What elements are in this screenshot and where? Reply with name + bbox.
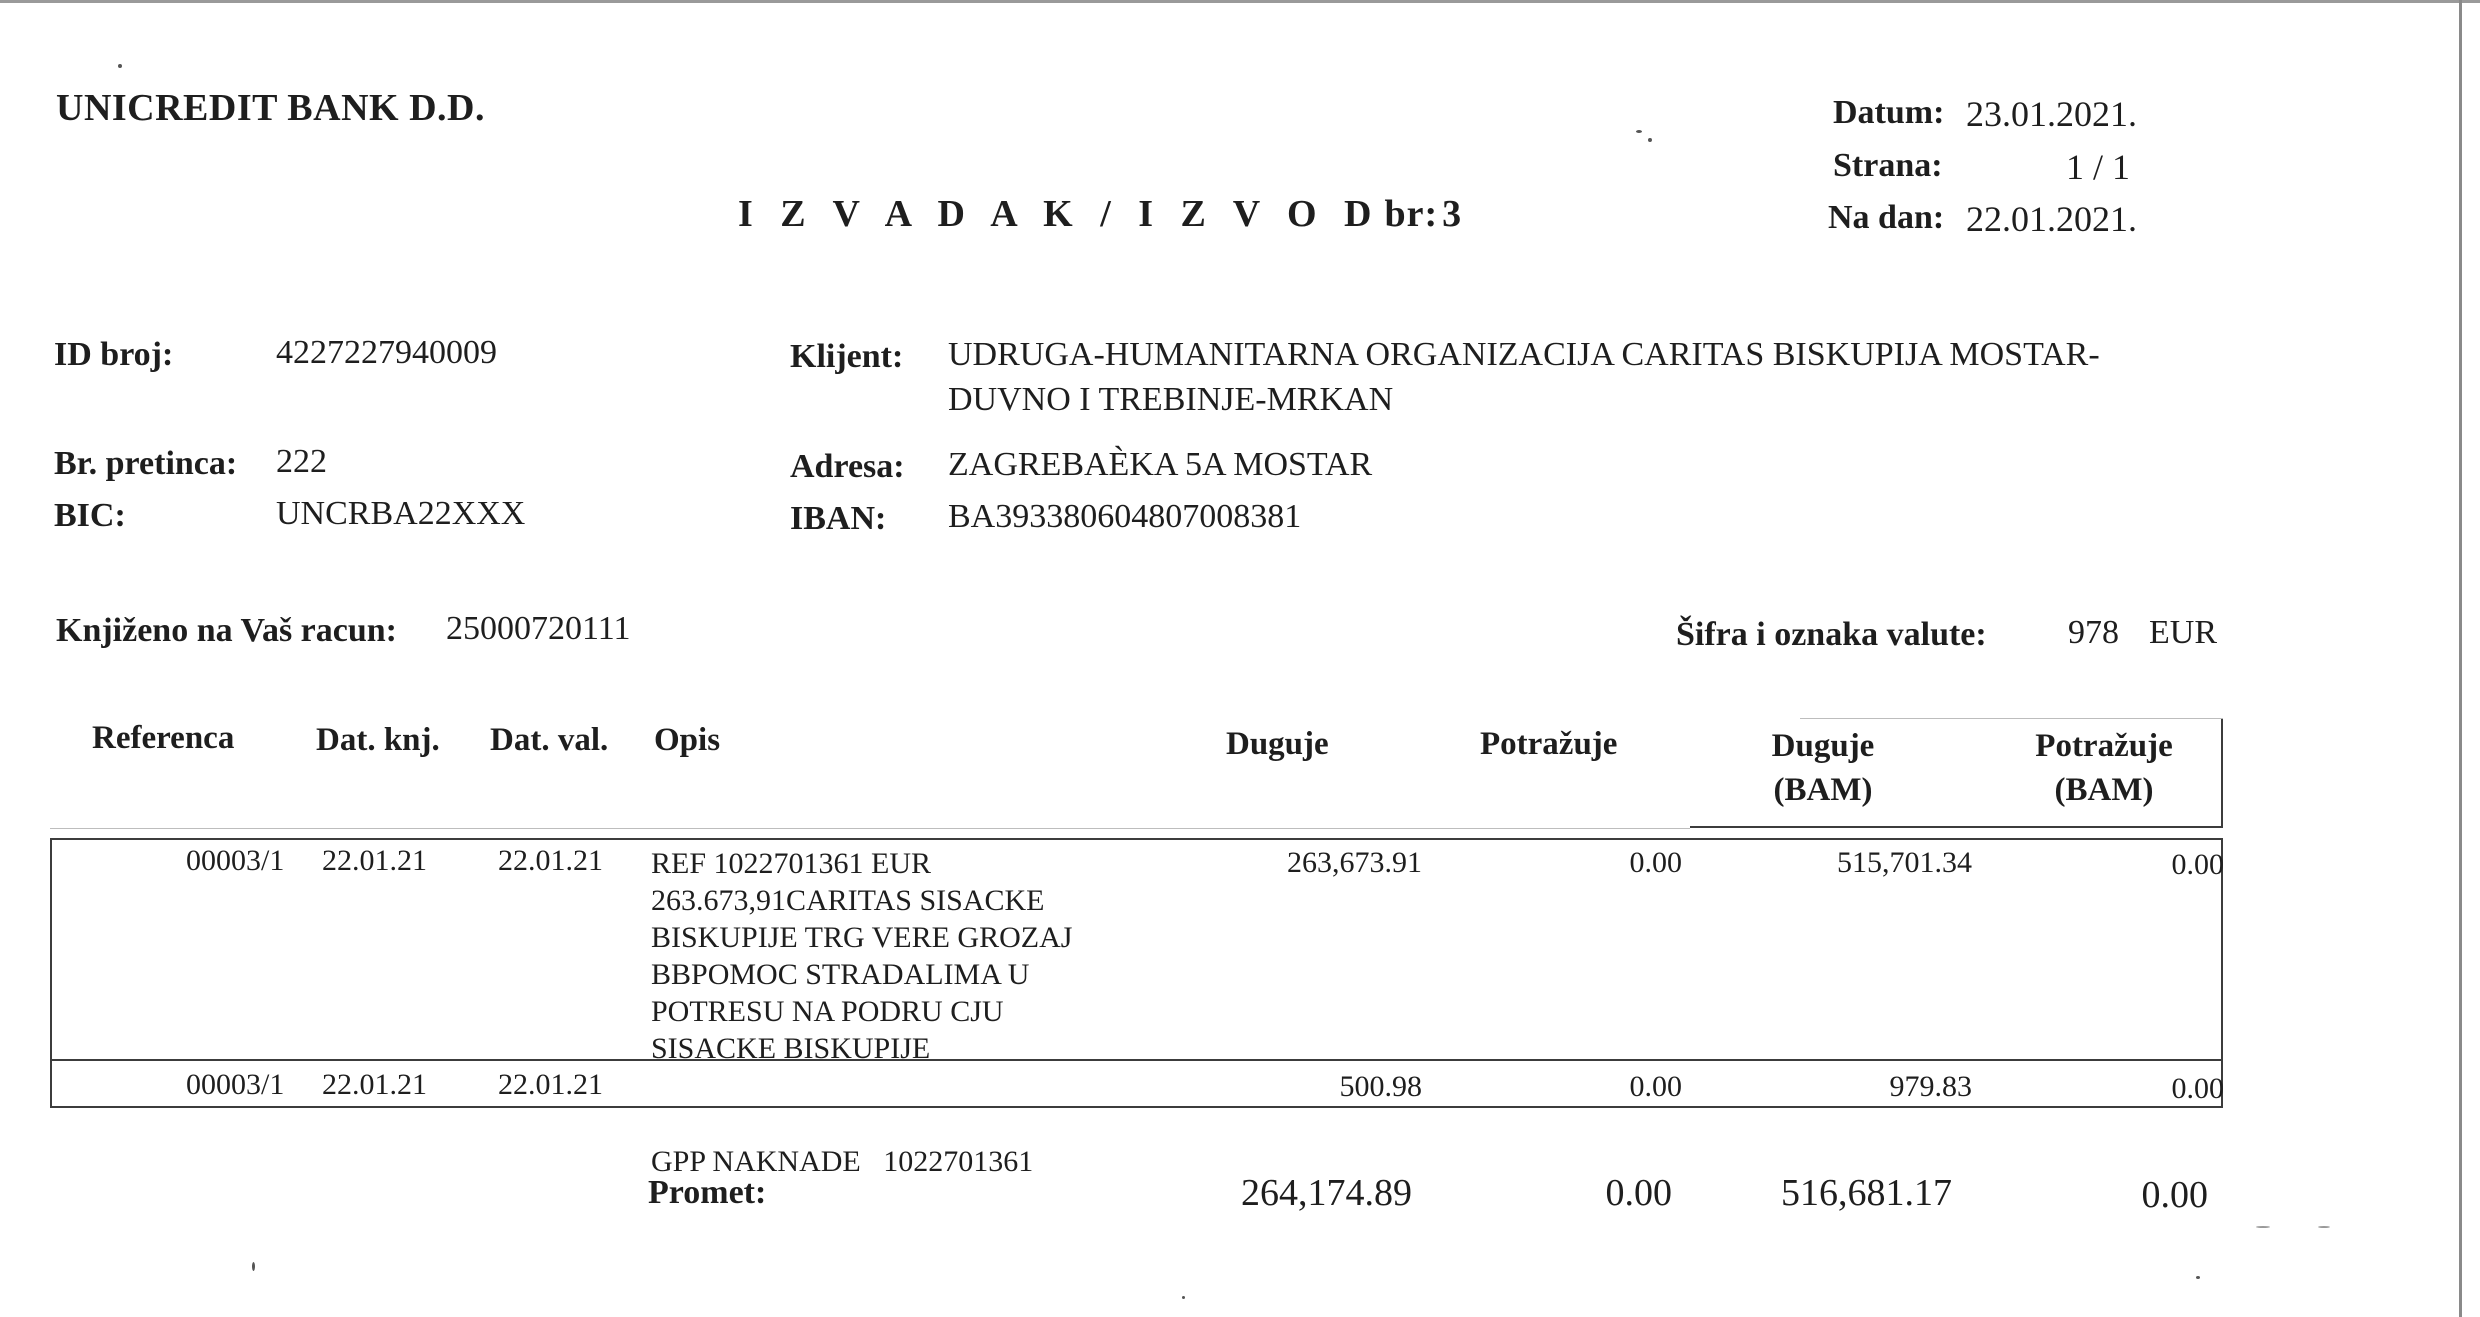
totals-label: Promet: <box>648 1174 767 1211</box>
row-2-potrazuje: 0.00 <box>1629 1070 1682 1103</box>
row-1-referenca: 00003/1 <box>186 844 285 877</box>
iban-label: IBAN: <box>790 500 887 537</box>
bic-label: BIC: <box>54 497 126 534</box>
header-duguje-bam-line2: (BAM) <box>1773 772 1873 808</box>
currency-name: EUR <box>2149 614 2217 651</box>
row-1-opis-line: BISKUPIJE TRG VERE GROZAJ <box>651 921 1073 954</box>
pretinac-label: Br. pretinca: <box>54 445 238 482</box>
strana-label: Strana: <box>1833 147 1943 184</box>
header-potrazuje-bam-line1: Potražuje <box>2035 728 2173 764</box>
row-2-potrazuje-bam: 0.00 <box>2171 1072 2224 1105</box>
row-1-potrazuje: 0.00 <box>1629 846 1682 879</box>
row-2-duguje: 500.98 <box>1339 1070 1422 1103</box>
row-1-opis-line: SISACKE BISKUPIJE <box>651 1032 931 1065</box>
header-potrazuje-bam-line2: (BAM) <box>2054 772 2154 808</box>
row-1-opis <box>651 845 1111 1067</box>
account-label: Knjiženo na Vaš racun: <box>56 612 397 649</box>
pretinac-value: 222 <box>276 443 327 480</box>
row-1-duguje: 263,673.91 <box>1287 846 1422 879</box>
scan-speck <box>2318 1226 2330 1228</box>
adresa-value: ZAGREBAÈKA 5A MOSTAR <box>948 446 1373 483</box>
row-2-opis <box>651 1069 1111 1254</box>
na-dan-value: 22.01.2021. <box>1966 199 2137 239</box>
row-1-dat-knj: 22.01.21 <box>322 844 427 877</box>
header-dat-val: Dat. val. <box>490 722 609 758</box>
table-bottom-line <box>50 1106 2223 1108</box>
header-box-top <box>1800 718 2223 719</box>
header-duguje-bam-line1: Duguje <box>1771 728 1875 764</box>
scan-speck <box>2256 1226 2270 1228</box>
klijent-label: Klijent: <box>790 338 904 375</box>
datum-label: Datum: <box>1833 94 1945 131</box>
table-top-line <box>50 838 2223 840</box>
row-1-dat-val: 22.01.21 <box>498 844 603 877</box>
bank-name: UNICREDIT BANK D.D. <box>56 87 485 129</box>
row-1-potrazuje-bam: 0.00 <box>2171 848 2224 881</box>
header-box-bottom <box>1690 826 2223 828</box>
row-2-duguje-bam: 979.83 <box>1889 1070 1972 1103</box>
strana-value: 1 / 1 <box>2066 147 2131 187</box>
document-number-label: br: <box>1384 193 1439 235</box>
totals-duguje-bam: 516,681.17 <box>1781 1172 1952 1214</box>
totals-potrazuje-bam: 0.00 <box>2141 1174 2208 1216</box>
row-1-opis-line: BBPOMOC STRADALIMA U <box>651 958 1030 991</box>
currency-code: 978 <box>2068 614 2119 651</box>
header-dat-knj: Dat. knj. <box>316 722 440 758</box>
row-1-opis-line: POTRESU NA PODRU CJU <box>651 995 1004 1028</box>
row-2-opis-line: GPP NAKNADE 1022701361 <box>651 1145 1034 1178</box>
row-1-opis-line: REF 1022701361 EUR <box>651 847 932 880</box>
scan-speck <box>1636 130 1642 133</box>
account-value: 25000720111 <box>446 610 631 647</box>
header-referenca: Referenca <box>92 720 235 756</box>
scan-top-edge <box>0 0 2480 3</box>
scan-speck <box>1648 138 1652 142</box>
header-potrazuje: Potražuje <box>1480 726 1618 762</box>
row-2-dat-val: 22.01.21 <box>498 1068 603 1101</box>
header-potrazuje-bam <box>2004 724 2204 812</box>
row-2-referenca: 00003/1 <box>186 1068 285 1101</box>
row-separator <box>50 1059 2223 1061</box>
totals-potrazuje: 0.00 <box>1605 1172 1672 1214</box>
header-rule-left <box>50 828 1690 829</box>
datum-value: 23.01.2021. <box>1966 94 2137 134</box>
na-dan-label: Na dan: <box>1828 199 1945 236</box>
row-1-opis-line: 263.673,91CARITAS SISACKE <box>651 884 1045 917</box>
header-box-right <box>2221 718 2223 828</box>
id-value: 4227227940009 <box>276 334 497 371</box>
klijent-line-1: UDRUGA-HUMANITARNA ORGANIZACIJA CARITAS BISKUPIJA MOSTAR- <box>948 336 2100 373</box>
scan-speck <box>118 64 122 68</box>
totals-duguje: 264,174.89 <box>1241 1172 1412 1214</box>
scan-speck <box>252 1262 255 1271</box>
scan-speck <box>2196 1276 2200 1279</box>
currency-label: Šifra i oznaka valute: <box>1676 616 1987 653</box>
klijent-line-2: DUVNO I TREBINJE-MRKAN <box>948 381 1394 418</box>
row-1-duguje-bam: 515,701.34 <box>1837 846 1972 879</box>
adresa-label: Adresa: <box>790 448 905 485</box>
header-duguje: Duguje <box>1226 726 1329 762</box>
row-2-dat-knj: 22.01.21 <box>322 1068 427 1101</box>
iban-value: BA393380604807008381 <box>948 498 1302 535</box>
table-left-line <box>50 838 52 1108</box>
document-number: 3 <box>1442 193 1462 235</box>
scan-right-edge <box>2459 0 2462 1317</box>
header-duguje-bam <box>1730 724 1916 812</box>
scan-speck <box>1182 1296 1185 1299</box>
document-title <box>738 192 1461 236</box>
id-label: ID broj: <box>54 336 174 373</box>
document-title-text: I Z V A D A K / I Z V O D <box>738 193 1381 235</box>
header-opis: Opis <box>654 722 721 758</box>
bic-value: UNCRBA22XXX <box>276 495 526 532</box>
